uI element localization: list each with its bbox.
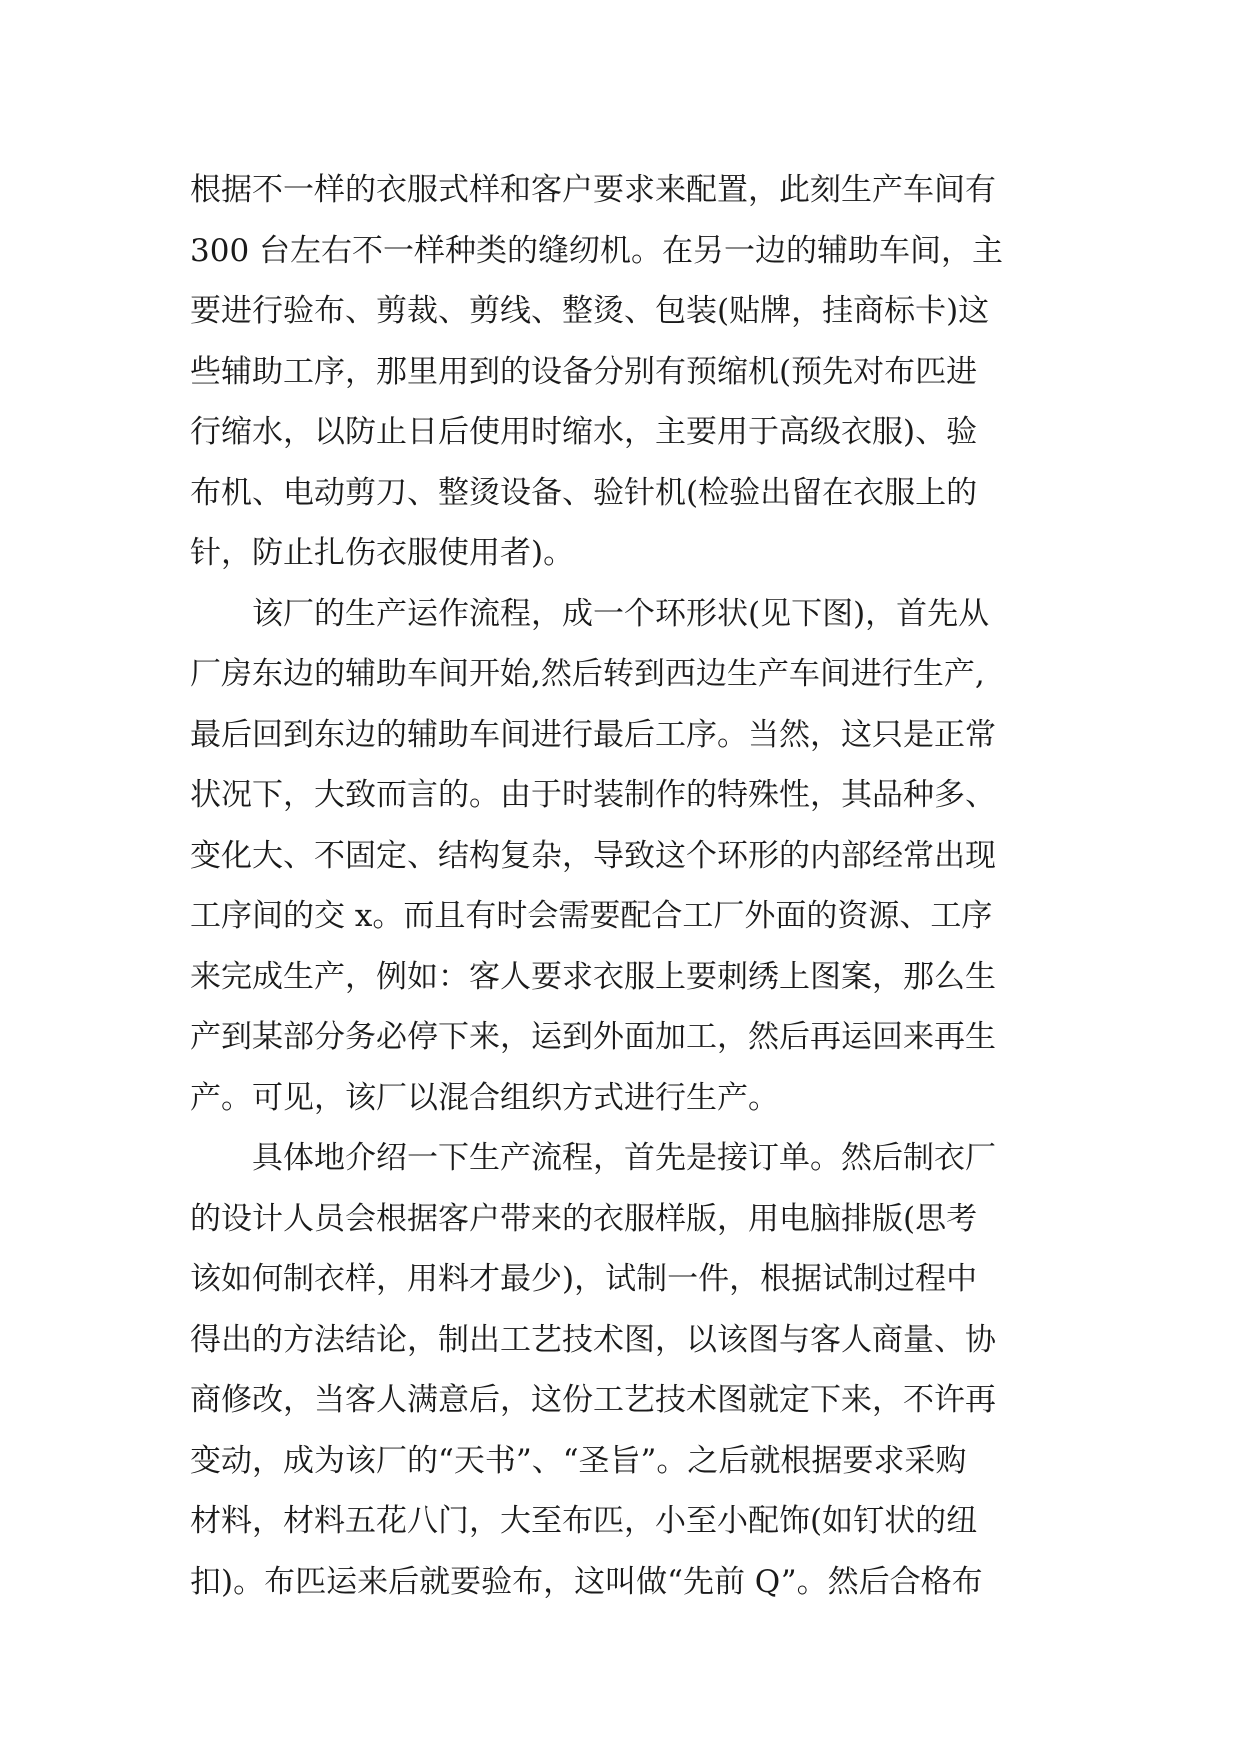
text-line: 商修改，当客人满意后，这份工艺技术图就定下来，不许再: [190, 1382, 996, 1418]
text-line: 300 台左右不一样种类的缝纫机。在另一边的辅助车间，主: [190, 232, 1004, 269]
text-line: 根据不一样的衣服式样和客户要求来配置，此刻生产车间有: [190, 172, 996, 208]
text-line: 最后回到东边的辅助车间进行最后工序。当然，这只是正常: [190, 716, 996, 753]
text-line: 状况下，大致而言的。由于时装制作的特殊性，其品种多、: [190, 777, 996, 813]
text-line: 得出的方法结论，制出工艺技术图，以该图与客人商量、协: [190, 1321, 996, 1358]
text-line: 材料，材料五花八门，大至布匹，小至小配饰(如钉状的纽: [190, 1503, 978, 1539]
text-line: 些辅助工序，那里用到的设备分别有预缩机(预先对布匹进: [190, 353, 978, 390]
text-line: 产到某部分务必停下来，运到外面加工，然后再运回来再生: [190, 1019, 996, 1055]
text-line: 的设计人员会根据客户带来的衣服样版，用电脑排版(思考: [190, 1200, 978, 1237]
text-line: 来完成生产，例如：客人要求衣服上要刺绣上图案，那么生: [190, 958, 996, 995]
text-line: 扣)。布匹运来后就要验布，这叫做“先前 Q”。然后合格布: [190, 1563, 983, 1600]
text-line: 具体地介绍一下生产流程，首先是接订单。然后制衣厂: [190, 1140, 996, 1176]
text-line: 布机、电动剪刀、整烫设备、验针机(检验出留在衣服上的: [190, 474, 978, 511]
text-line: 针，防止扎伤衣服使用者)。: [190, 535, 575, 571]
text-line: 厂房东边的辅助车间开始,然后转到西边生产车间进行生产,: [190, 656, 985, 692]
body-text: [190, 160, 1090, 1612]
text-line: 要进行验布、剪裁、剪线、整烫、包装(贴牌，挂商标卡)这: [190, 293, 990, 329]
text-line: 工序间的交 x。而且有时会需要配合工厂外面的资源、工序: [190, 898, 993, 934]
text-line: 行缩水，以防止日后使用时缩水，主要用于高级衣服)、验: [190, 414, 978, 450]
text-line: 产。可见，该厂以混合组织方式进行生产。: [190, 1079, 779, 1116]
text-line: 该如何制衣样，用料才最少)，试制一件，根据试制过程中: [190, 1261, 978, 1297]
text-line: 变动，成为该厂的“天书”、“圣旨”。之后就根据要求采购: [190, 1442, 967, 1479]
text-line: 该厂的生产运作流程，成一个环形状(见下图)，首先从: [190, 595, 990, 632]
text-line: 变化大、不固定、结构复杂，导致这个环形的内部经常出现: [190, 837, 996, 874]
